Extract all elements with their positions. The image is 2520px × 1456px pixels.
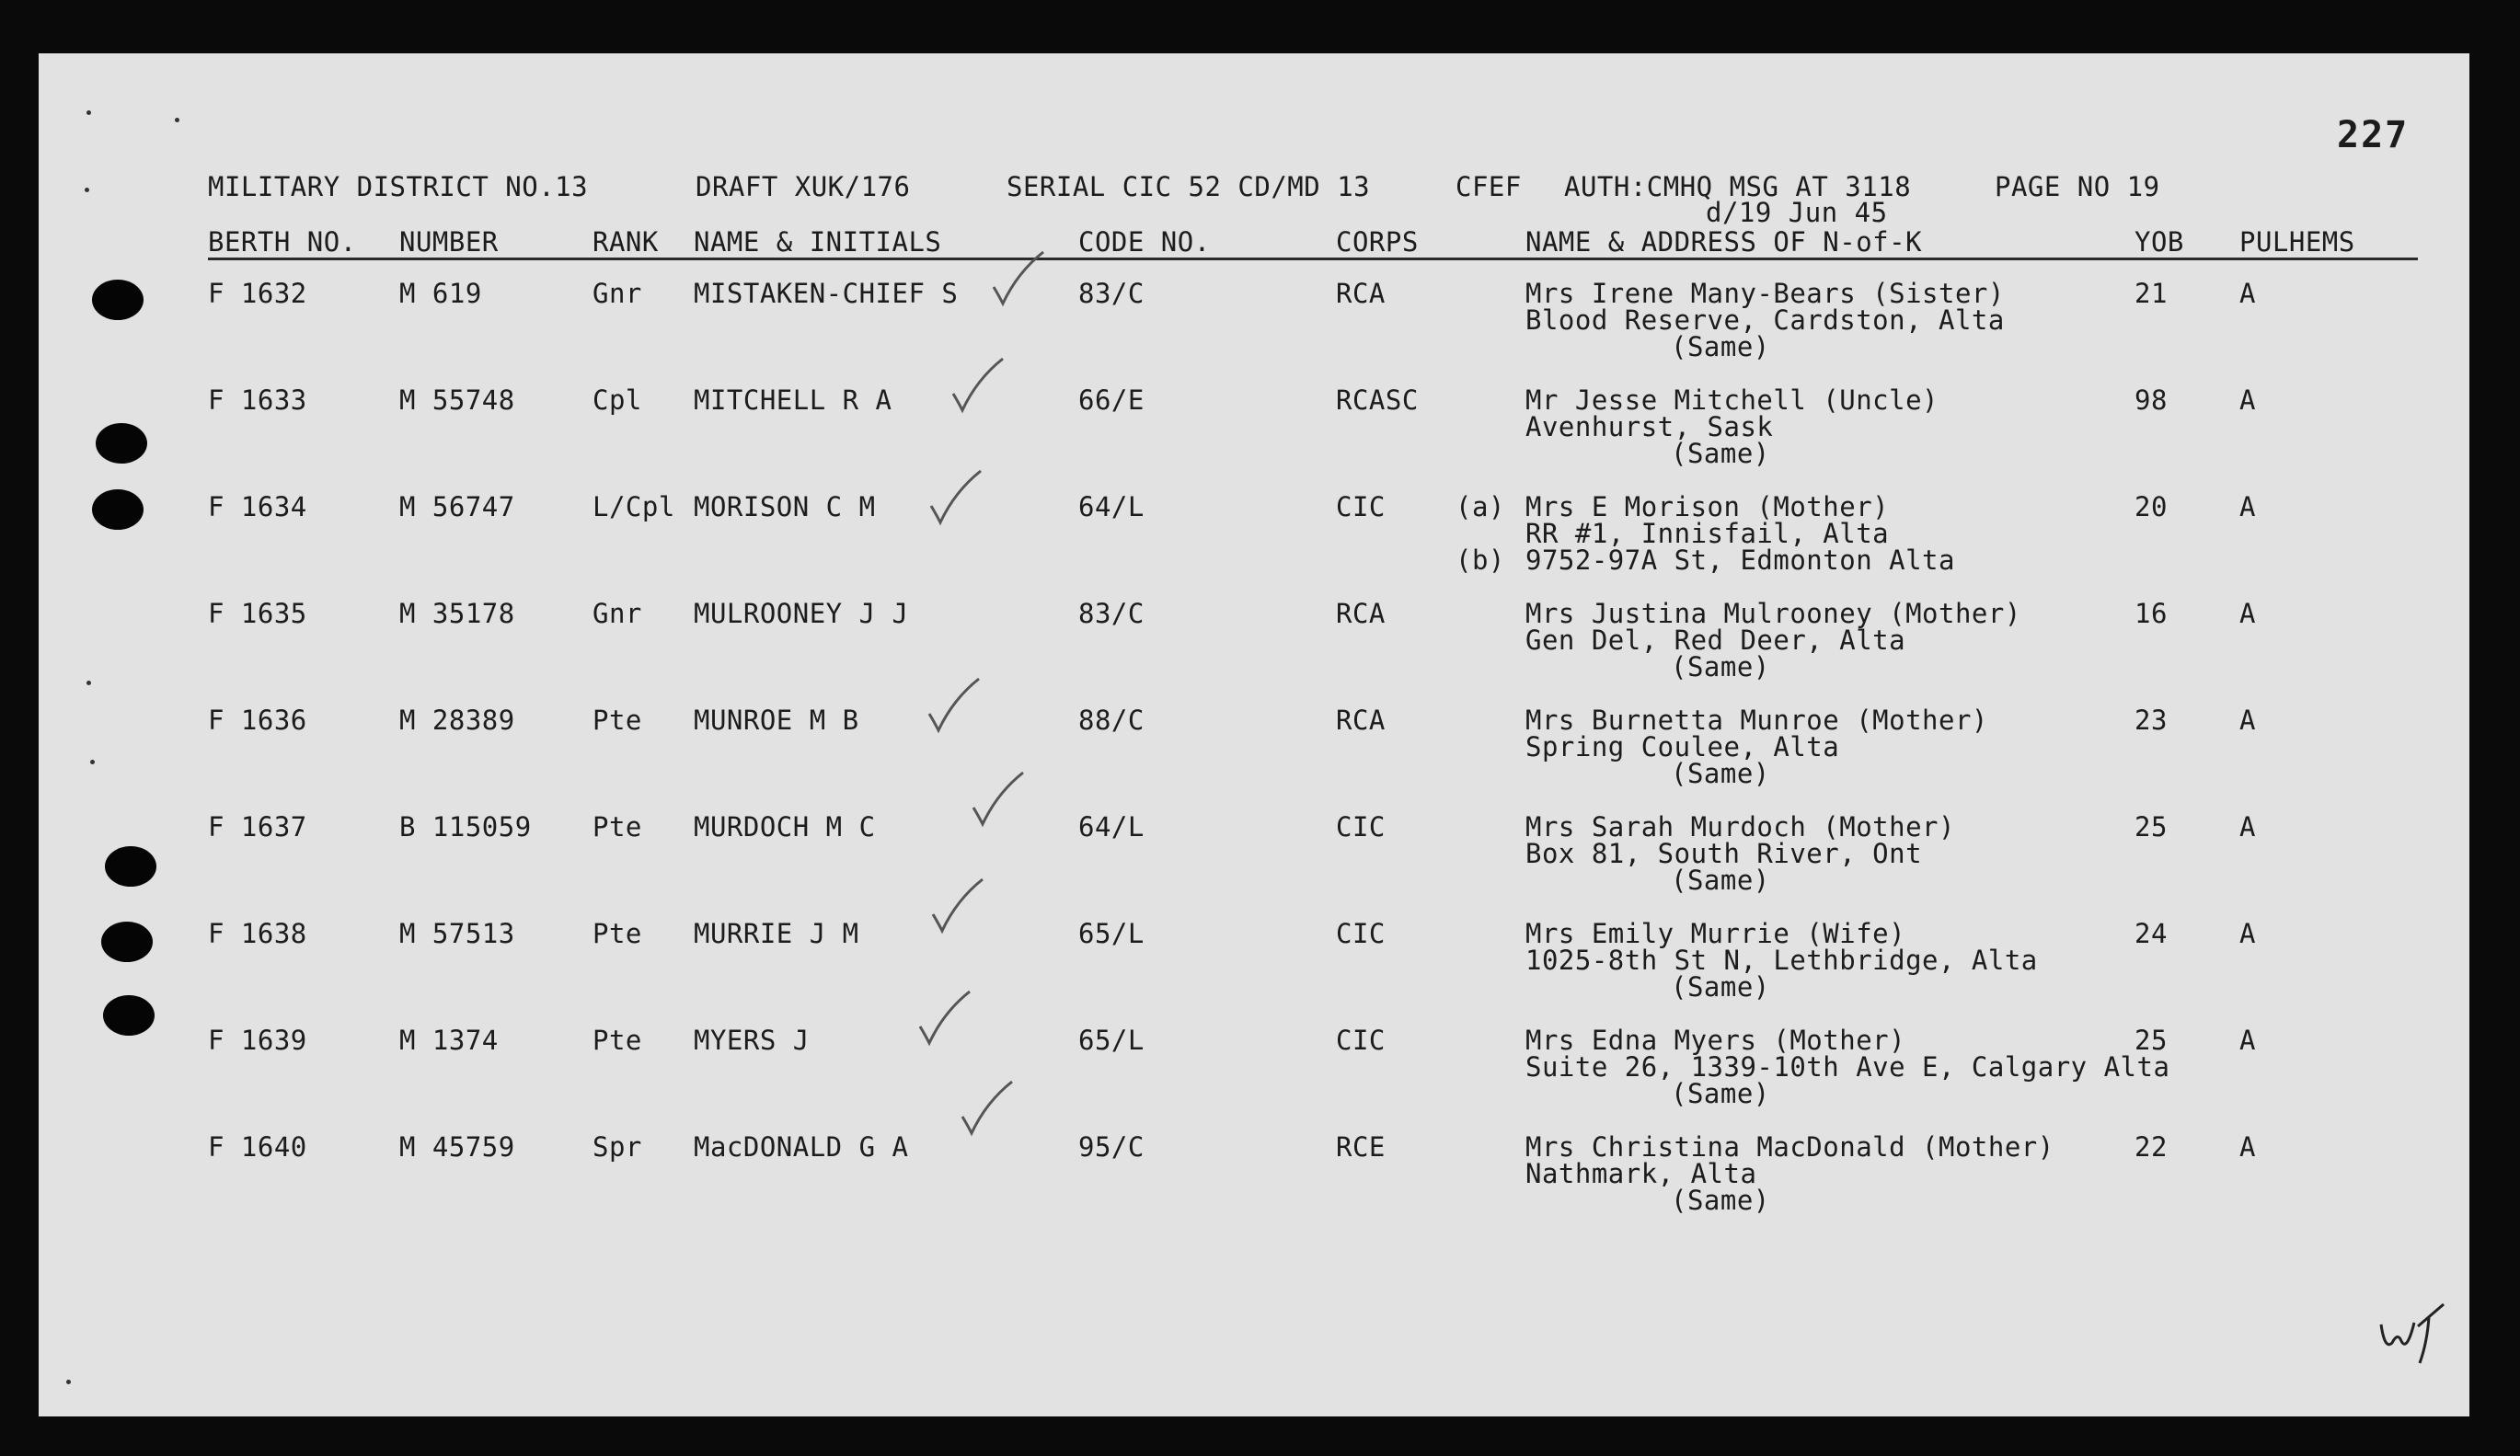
check-mark-icon [955,1076,1019,1141]
check-mark-icon [913,986,977,1050]
pulhems: A [2239,918,2256,949]
name-initials: MUNROE M B [694,705,859,736]
punch-hole [103,995,155,1036]
rank: Pte [593,811,642,843]
corps: RCE [1336,1131,1386,1163]
nok-address-extra: (Same) [1671,971,1770,1003]
service-number: M 619 [399,278,482,309]
year-of-birth: 16 [2135,598,2168,629]
berth-number: F 1639 [208,1025,307,1056]
code-number: 88/C [1078,705,1145,736]
handwritten-initials [2374,1286,2457,1369]
speck [175,118,179,122]
col-name: NAME & INITIALS [694,226,942,258]
nok-address: RR #1, Innisfail, Alta [1525,518,1890,549]
punch-hole [92,280,144,320]
pulhems: A [2239,1131,2256,1163]
col-corps: CORPS [1336,226,1419,258]
year-of-birth: 25 [2135,1025,2168,1056]
berth-number: F 1635 [208,598,307,629]
nok-address-extra: (Same) [1671,331,1770,362]
header-page: PAGE NO 19 [1995,171,2160,202]
name-initials: MURRIE J M [694,918,859,949]
header-district: MILITARY DISTRICT NO.13 [208,171,589,202]
nok-name: Mr Jesse Mitchell (Uncle) [1525,384,1939,416]
service-number: M 45759 [399,1131,515,1163]
year-of-birth: 22 [2135,1131,2168,1163]
nok-address: Box 81, South River, Ont [1525,838,1923,869]
nok-address: 1025-8th St N, Lethbridge, Alta [1525,945,2038,976]
nok-address-extra: (Same) [1671,1185,1770,1216]
nok-address: Suite 26, 1339-10th Ave E, Calgary Alta [1525,1051,2170,1083]
table-row [39,384,2469,469]
table-row [39,705,2469,789]
header-force: CFEF [1456,171,1522,202]
service-number: M 1374 [399,1025,499,1056]
corps: CIC [1336,918,1386,949]
rank: L/Cpl [593,491,675,522]
year-of-birth: 23 [2135,705,2168,736]
rank: Spr [593,1131,642,1163]
table-row [39,1025,2469,1109]
service-number: M 28389 [399,705,515,736]
rank: Gnr [593,278,642,309]
service-number: M 35178 [399,598,515,629]
rank: Gnr [593,598,642,629]
nok-address-extra: (Same) [1671,651,1770,682]
check-mark-icon [926,874,990,938]
berth-number: F 1638 [208,918,307,949]
address-marker-a: (a) [1456,491,1505,522]
header-serial: SERIAL CIC 52 CD/MD 13 [1007,171,1371,202]
corps: RCA [1336,278,1386,309]
pulhems: A [2239,705,2256,736]
year-of-birth: 21 [2135,278,2168,309]
page-number: 227 [2337,114,2410,156]
header-draft: DRAFT XUK/176 [696,171,911,202]
speck [86,110,91,115]
corps: CIC [1336,811,1386,843]
nok-name: Mrs Edna Myers (Mother) [1525,1025,1906,1056]
berth-number: F 1634 [208,491,307,522]
speck [85,188,89,192]
name-initials: MULROONEY J J [694,598,909,629]
service-number: M 56747 [399,491,515,522]
col-yob: YOB [2135,226,2184,258]
check-mark-icon [924,465,988,530]
nok-address-extra: (Same) [1671,758,1770,789]
nok-address-extra: (Same) [1671,865,1770,896]
nok-name: Mrs Sarah Murdoch (Mother) [1525,811,1955,843]
speck [90,760,95,764]
year-of-birth: 98 [2135,384,2168,416]
punch-hole [92,489,144,530]
nok-name: Mrs Irene Many-Bears (Sister) [1525,278,2005,309]
rank: Pte [593,1025,642,1056]
pulhems: A [2239,811,2256,843]
name-initials: MISTAKEN-CHIEF S [694,278,959,309]
nok-address-extra: (Same) [1671,1078,1770,1109]
pulhems: A [2239,384,2256,416]
code-number: 64/L [1078,811,1145,843]
col-code: CODE NO. [1078,226,1211,258]
year-of-birth: 24 [2135,918,2168,949]
check-mark-icon [946,353,1010,418]
pulhems: A [2239,491,2256,522]
record-sheet [39,53,2469,1416]
nok-name: Mrs Christina MacDonald (Mother) [1525,1131,2054,1163]
table-row [39,491,2469,576]
code-number: 66/E [1078,384,1145,416]
nok-address-extra: (Same) [1671,438,1770,469]
nok-name: Mrs Burnetta Munroe (Mother) [1525,705,1988,736]
nok-address: Spring Coulee, Alta [1525,731,1840,762]
year-of-birth: 20 [2135,491,2168,522]
service-number: B 115059 [399,811,532,843]
corps: RCA [1336,598,1386,629]
corps: RCA [1336,705,1386,736]
punch-hole [101,922,153,962]
code-number: 65/L [1078,918,1145,949]
corps: RCASC [1336,384,1419,416]
speck [86,681,91,685]
col-rank: RANK [593,226,659,258]
header-auth: AUTH:CMHQ MSG AT 3118 [1564,171,1912,202]
code-number: 83/C [1078,598,1145,629]
name-initials: MORISON C M [694,491,876,522]
code-number: 95/C [1078,1131,1145,1163]
berth-number: F 1633 [208,384,307,416]
check-mark-icon [922,673,986,738]
punch-hole [96,423,147,464]
header-auth-date: d/19 Jun 45 [1706,197,1888,228]
code-number: 83/C [1078,278,1145,309]
col-number: NUMBER [399,226,499,258]
address-marker-b: (b) [1456,545,1505,576]
rank: Pte [593,918,642,949]
pulhems: A [2239,1025,2256,1056]
speck [66,1380,71,1384]
punch-hole [105,846,156,887]
berth-number: F 1632 [208,278,307,309]
rank: Pte [593,705,642,736]
year-of-birth: 25 [2135,811,2168,843]
name-initials: MURDOCH M C [694,811,876,843]
nok-address: Blood Reserve, Cardston, Alta [1525,304,2005,336]
service-number: M 57513 [399,918,515,949]
header-rule [208,258,2418,260]
name-initials: MacDONALD G A [694,1131,909,1163]
service-number: M 55748 [399,384,515,416]
berth-number: F 1637 [208,811,307,843]
check-mark-icon [986,246,1051,311]
code-number: 65/L [1078,1025,1145,1056]
nok-name: Mrs Justina Mulrooney (Mother) [1525,598,2021,629]
table-row [39,811,2469,896]
col-berth: BERTH NO. [208,226,357,258]
nok-address: Avenhurst, Sask [1525,411,1774,442]
rank: Cpl [593,384,642,416]
table-row [39,1131,2469,1216]
code-number: 64/L [1078,491,1145,522]
berth-number: F 1636 [208,705,307,736]
col-pulhems: PULHEMS [2239,226,2355,258]
nok-name: Mrs E Morison (Mother) [1525,491,1890,522]
pulhems: A [2239,598,2256,629]
berth-number: F 1640 [208,1131,307,1163]
col-nok: NAME & ADDRESS OF N-of-K [1525,226,1923,258]
check-mark-icon [966,767,1030,831]
corps: CIC [1336,1025,1386,1056]
name-initials: MYERS J [694,1025,810,1056]
nok-address: Nathmark, Alta [1525,1158,1757,1189]
nok-name: Mrs Emily Murrie (Wife) [1525,918,1906,949]
table-row [39,598,2469,682]
nok-address-extra: 9752-97A St, Edmonton Alta [1525,545,1955,576]
name-initials: MITCHELL R A [694,384,892,416]
pulhems: A [2239,278,2256,309]
corps: CIC [1336,491,1386,522]
table-row [39,278,2469,362]
table-row [39,918,2469,1003]
nok-address: Gen Del, Red Deer, Alta [1525,625,1906,656]
